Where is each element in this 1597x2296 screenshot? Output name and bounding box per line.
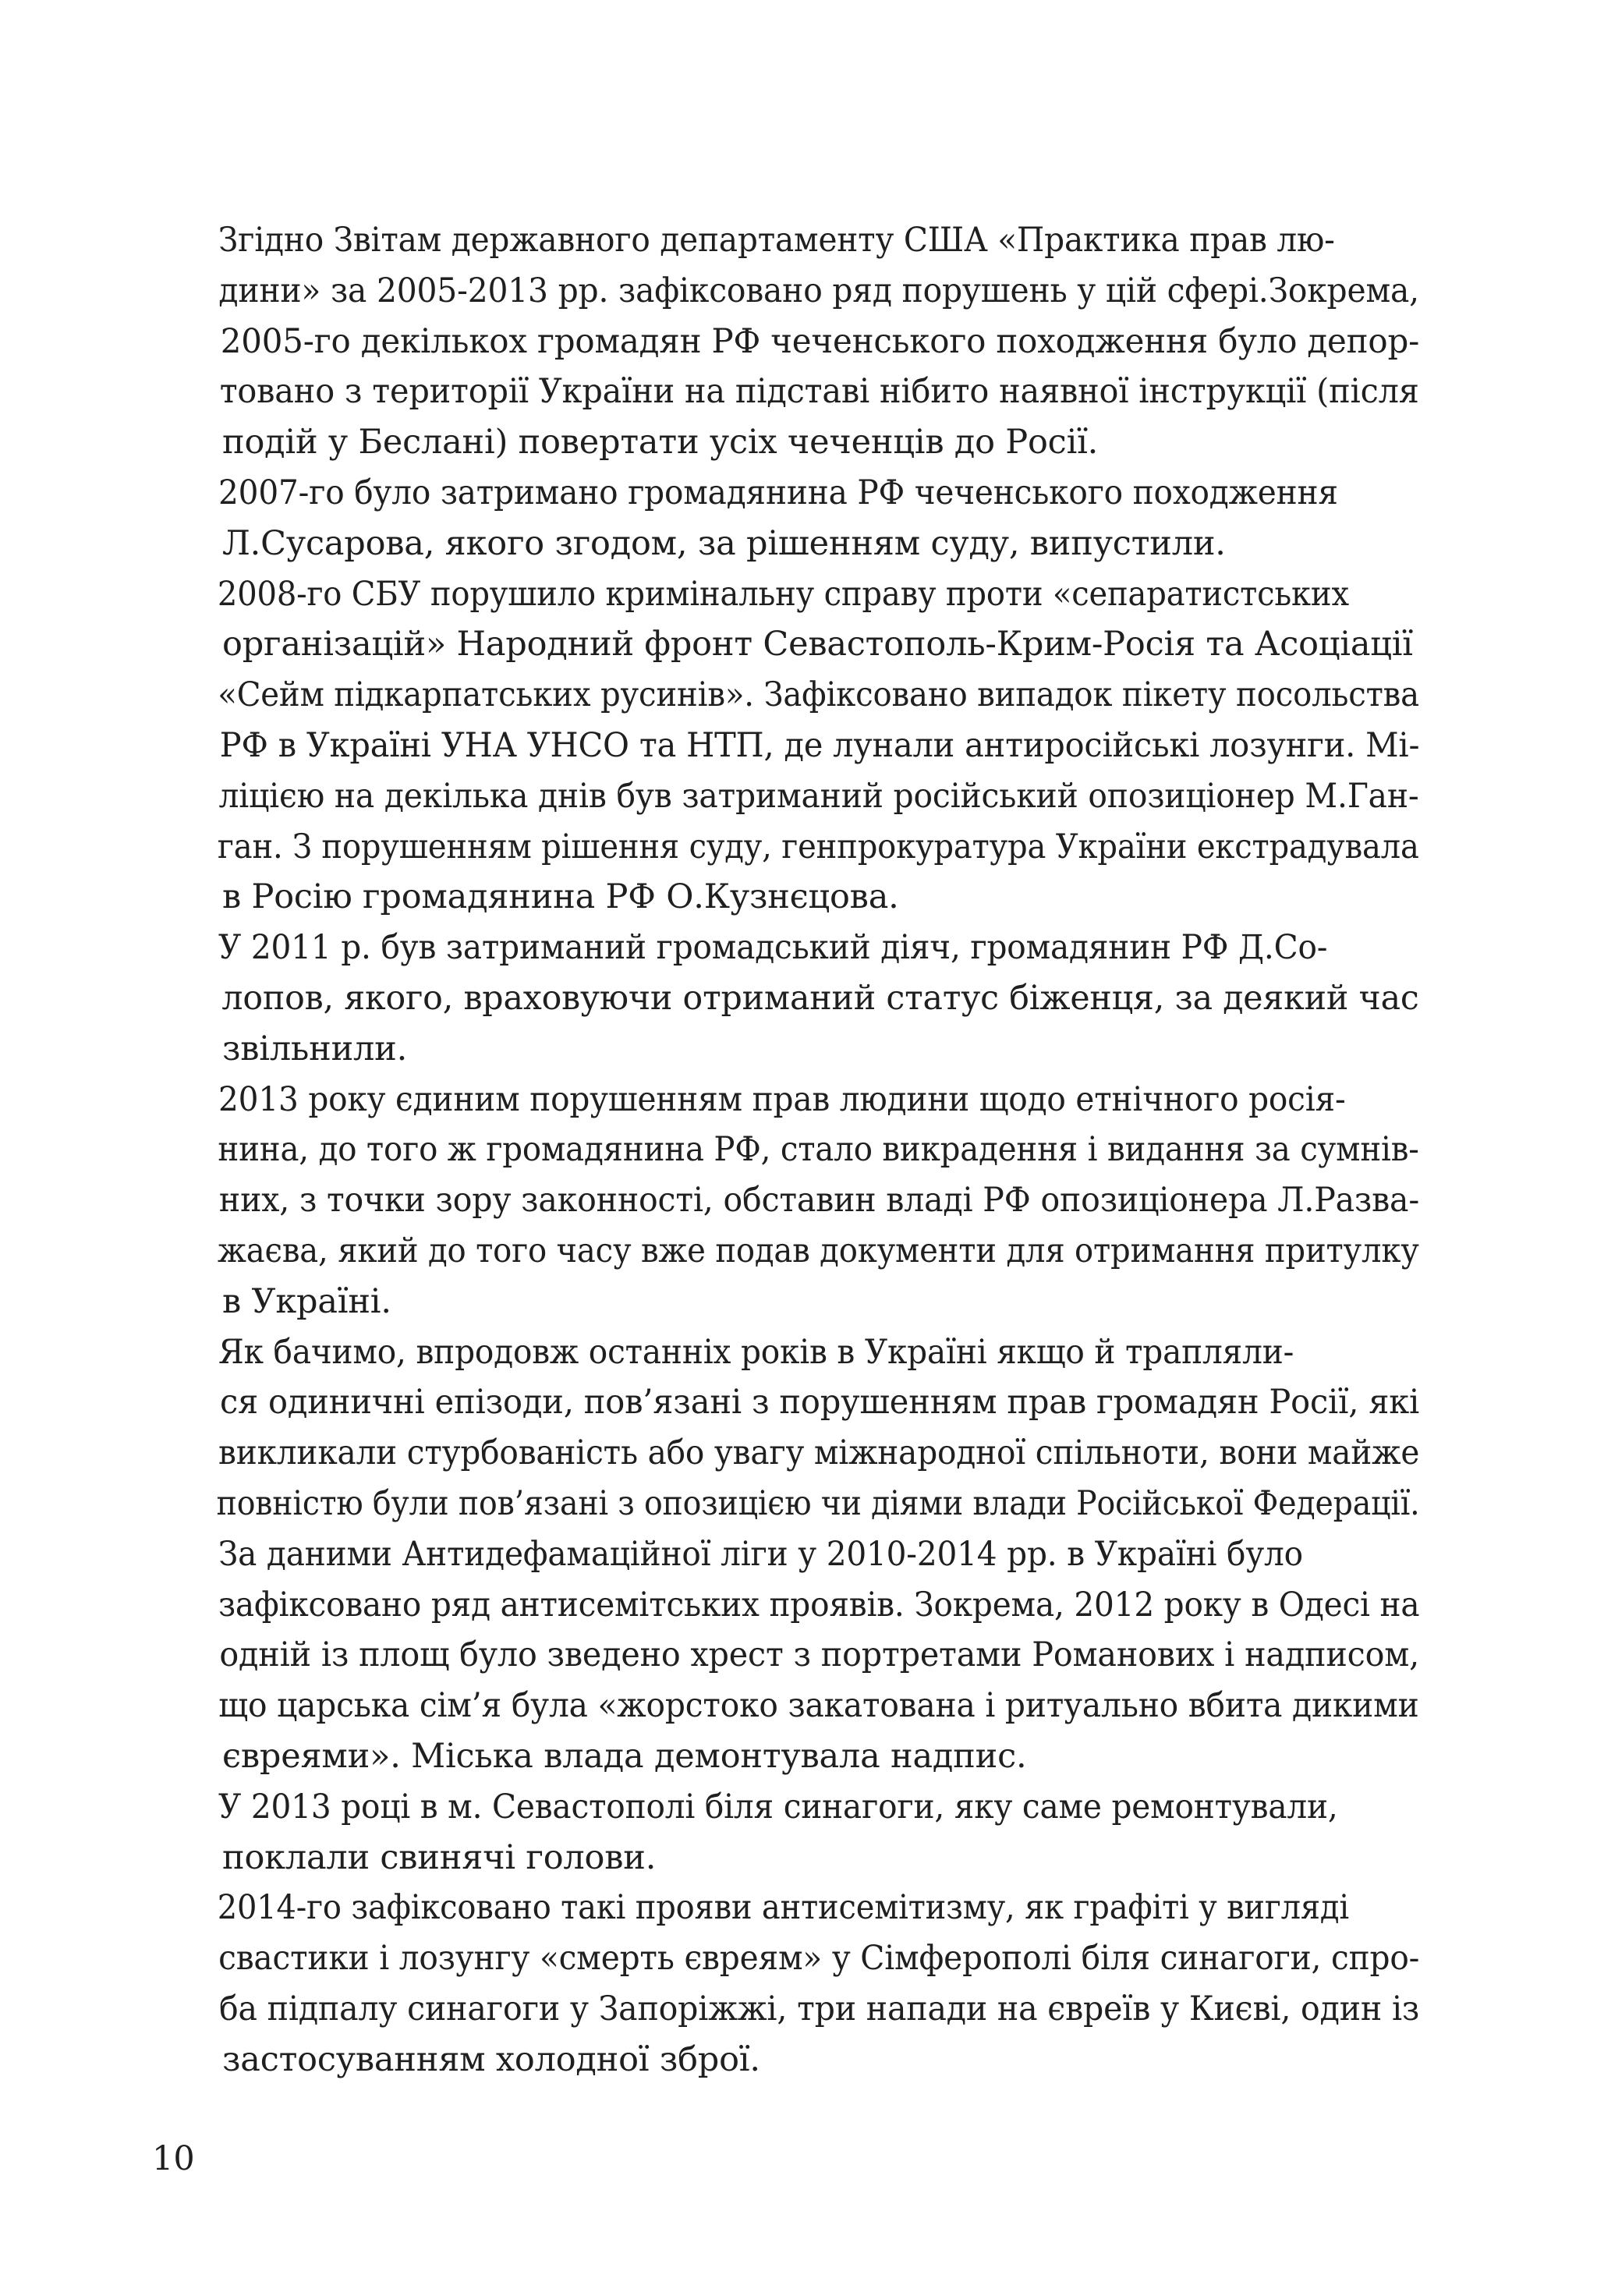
text-line: подій у Беслані) повертати усіх чеченців до Росії. [222,423,1099,462]
paragraph [152,923,1419,1074]
text-line: нина, до того ж громадянина РФ, стало викрадення і видання за сумнів- [218,1130,1419,1170]
text-line: поклали свинячі голови. [222,1837,657,1877]
text-line: ся одиничні епізоди, пов’язані з порушенням прав громадян Росії, які [219,1383,1420,1423]
text-line: застосуванням холодної зброї. [222,2039,760,2079]
text-line: У 2011 р. був затриманий громадський діяч, громадянин РФ Д.Со- [218,928,1328,968]
text-line: що царська сім’я була «жорстоко закатована і ритуально вбита дикими [218,1686,1419,1726]
text-line: ба підпалу синагоги у Запоріжжі, три напади на євреїв у Києві, один із [218,1989,1420,2028]
text-line: повністю були пов’язані з опозицією чи діями влади Російської Федерації. [216,1483,1420,1523]
text-line: ліцією на декілька днів був затриманий російський опозиціонер М.Ган- [218,776,1419,816]
text-line: в Україні. [222,1281,391,1321]
text-line: звільнили. [222,1029,408,1068]
text-line: лопов, якого, враховуючи отриманий статус біженця, за деякий час [221,978,1419,1018]
text-line: 2007-го було затримано громадянина РФ чеченського походження [218,473,1338,512]
paragraph [152,1075,1419,1327]
text-line: жаєва, який до того часу вже подав документи для отримання притулку [218,1231,1419,1270]
text-line: Л.Сусарова, якого згодом, за рішенням суду, випустили. [222,523,1226,563]
page-number: 10 [152,2139,195,2178]
text-line: За даними Антидефамаційної ліги у 2010-2014 рр. в Україні було [218,1534,1303,1574]
text-line: 2008-го СБУ порушило кримінальну справу проти «сепаратистських [217,574,1349,614]
text-line: зафіксовано ряд антисемітських проявів. Зокрема, 2012 року в Одесі на [218,1585,1420,1625]
text-line: Як бачимо, впродовж останніх років в Україні якщо й трапляли- [218,1332,1294,1372]
paragraph [152,569,1419,923]
paragraph [152,468,1419,569]
text-line: євреями». Міська влада демонтувала надпис. [222,1736,1027,1776]
paragraph [152,215,1419,468]
text-line: ган. З порушенням рішення суду, генпрокуратура України екстрадувала [217,827,1419,866]
text-line: свастики і лозунгу «смерть євреям» у Сімферополі біля синагоги, спро- [218,1939,1420,1979]
paragraph [152,1327,1419,1529]
body-text [152,215,1419,2085]
text-line: дини» за 2005-2013 рр. зафіксовано ряд порушень у цій сфері.Зокрема, [218,271,1419,310]
paragraph [152,1782,1419,1883]
text-line: 2005-го декількох громадян РФ чеченського походження було депор- [220,321,1420,361]
text-line: «Сейм підкарпатських русинів». Зафіксовано випадок пікету посольства [218,675,1419,715]
text-line: 2014-го зафіксовано такі прояви антисемітизму, як графіті у вигляді [217,1888,1349,1928]
text-line: них, з точки зору законності, обставин владі РФ опозиціонера Л.Разва- [218,1181,1420,1221]
text-line: одній із площ було зведено хрест з портретами Романових і надписом, [219,1635,1420,1675]
text-line: в Росію громадянина РФ О.Кузнєцова. [222,877,899,917]
text-line: У 2013 році в м. Севастополі біля синагоги, яку саме ремонтували, [218,1787,1338,1827]
paragraph [152,1883,1419,2085]
text-line: викликали стурбованість або увагу міжнародної спільноти, вони майже [218,1433,1420,1473]
text-line: організацій» Народний фронт Севастополь-Крим-Росія та Асоціації [222,625,1413,664]
text-line: товано з території України на підставі нібито наявної інструкції (після [219,372,1419,412]
paragraph [152,1529,1419,1782]
text-line: РФ в Україні УНА УНСО та НТП, де лунали антиросійські лозунги. Мі- [219,725,1420,765]
text-line: 2013 року єдиним порушенням прав людини щодо етнічного росія- [218,1079,1346,1119]
text-line: Згідно Звітам державного департаменту США «Практика прав лю- [218,221,1335,260]
